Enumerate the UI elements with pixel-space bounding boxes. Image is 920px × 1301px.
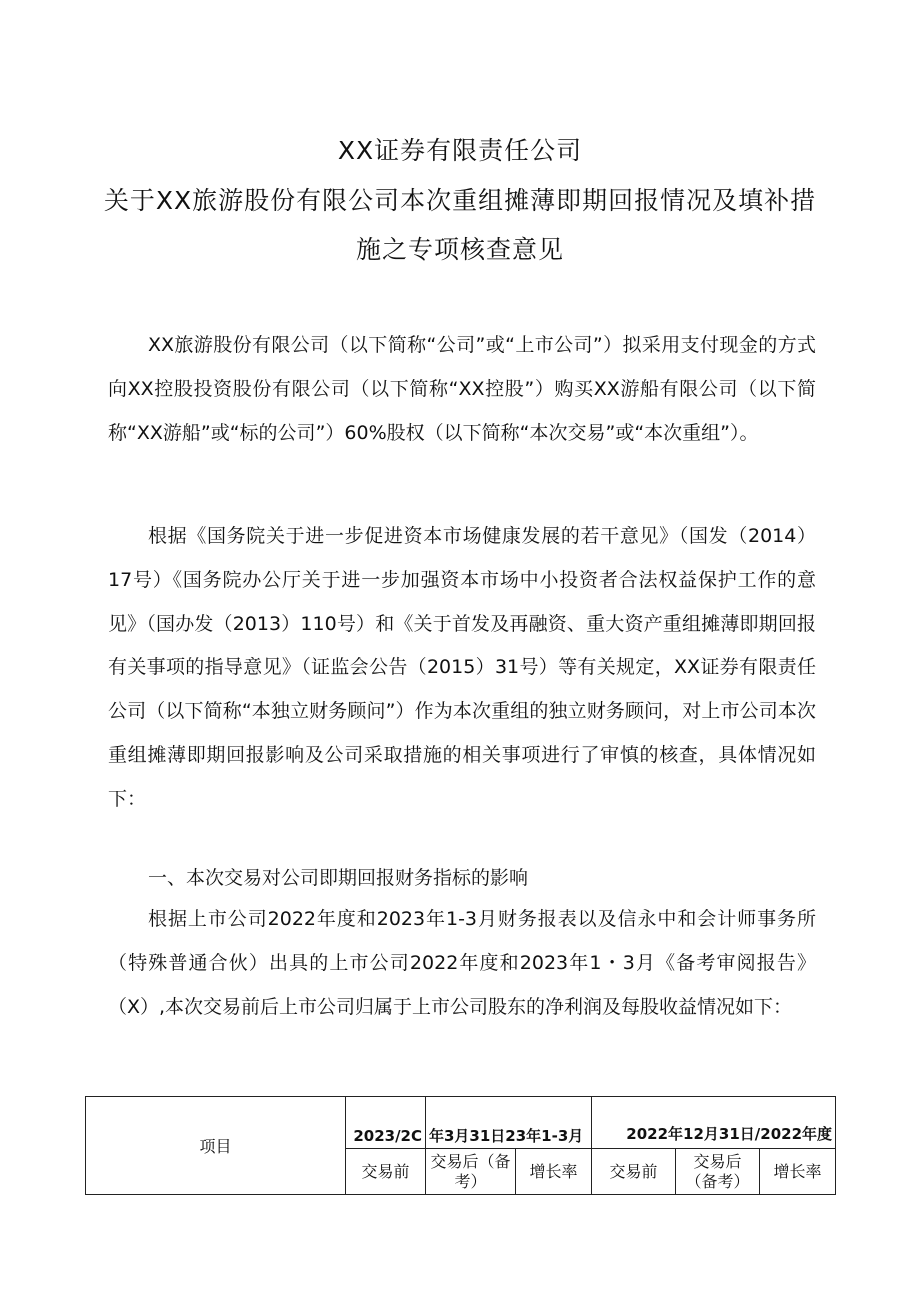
subheader-2022-before: 交易前 — [592, 1149, 676, 1195]
document-title-line-2: 关于XX旅游股份有限公司本次重组摊薄即期回报情况及填补措 — [103, 186, 817, 215]
subheader-2022-after: 交易后（备考） — [676, 1149, 760, 1195]
table-header-row — [86, 1097, 836, 1149]
item-header: 项目 — [86, 1097, 346, 1195]
subheader-2022-growth: 增长率 — [760, 1149, 836, 1195]
financial-impact-table — [85, 1096, 836, 1195]
paragraph-financial-basis: 根据上市公司2022年度和2023年1-3月财务报表以及信永中和会计师事务所（特殊普通合伙）出具的上市公司2022年度和2023年1・3月《备考审阅报告》（X）,本次交易前后上市公司归属于上市公司股东的净利润及每股收益情况如下： — [108, 908, 816, 1018]
section-heading-1: 一、本次交易对公司即期回报财务指标的影响 — [148, 867, 529, 889]
subheader-2023-after: 交易后（备考） — [426, 1149, 516, 1195]
subheader-2023-before: 交易前 — [346, 1149, 426, 1195]
paragraph-intro: XX旅游股份有限公司（以下简称“公司”或“上市公司”）拟采用支付现金的方式向XX控股投资股份有限公司（以下简称“XX控股”）购买XX游船有限公司（以下简称“XX游船”或“标的公司”）60%股权（以下简称“本次交易”或“本次重组”）。 — [108, 334, 816, 444]
period-2023-header-part-b: 年3月31日23年1-3月 — [426, 1097, 592, 1149]
paragraph-regulation-basis: 根据《国务院关于进一步促进资本市场健康发展的若干意见》（国发（2014）17号）《国务院办公厅关于进一步加强资本市场中小投资者合法权益保护工作的意见》（国办发（2013）110号）和《关于首发及再融资、重大资产重组摊薄即期回报有关事项的指导意见》（证监会公告（2015）31号）等有关规定，XX证券有限责任公司（以下简称“本独立财务顾问”）作为本次重组的独立财务顾问，对上市公司本次重组摊薄即期回报影响及公司采取措施的相关事项进行了审慎的核查，具体情况如下： — [108, 525, 816, 810]
period-2022-header: 2022年12月31日/2022年度 — [592, 1097, 836, 1149]
subheader-2023-growth: 增长率 — [516, 1149, 592, 1195]
document-title-line-1: XX证券有限责任公司 — [337, 136, 583, 165]
period-2023-header-part-a: 2023/2C — [346, 1097, 426, 1149]
document-title-line-3: 施之专项核查意见 — [355, 235, 564, 264]
